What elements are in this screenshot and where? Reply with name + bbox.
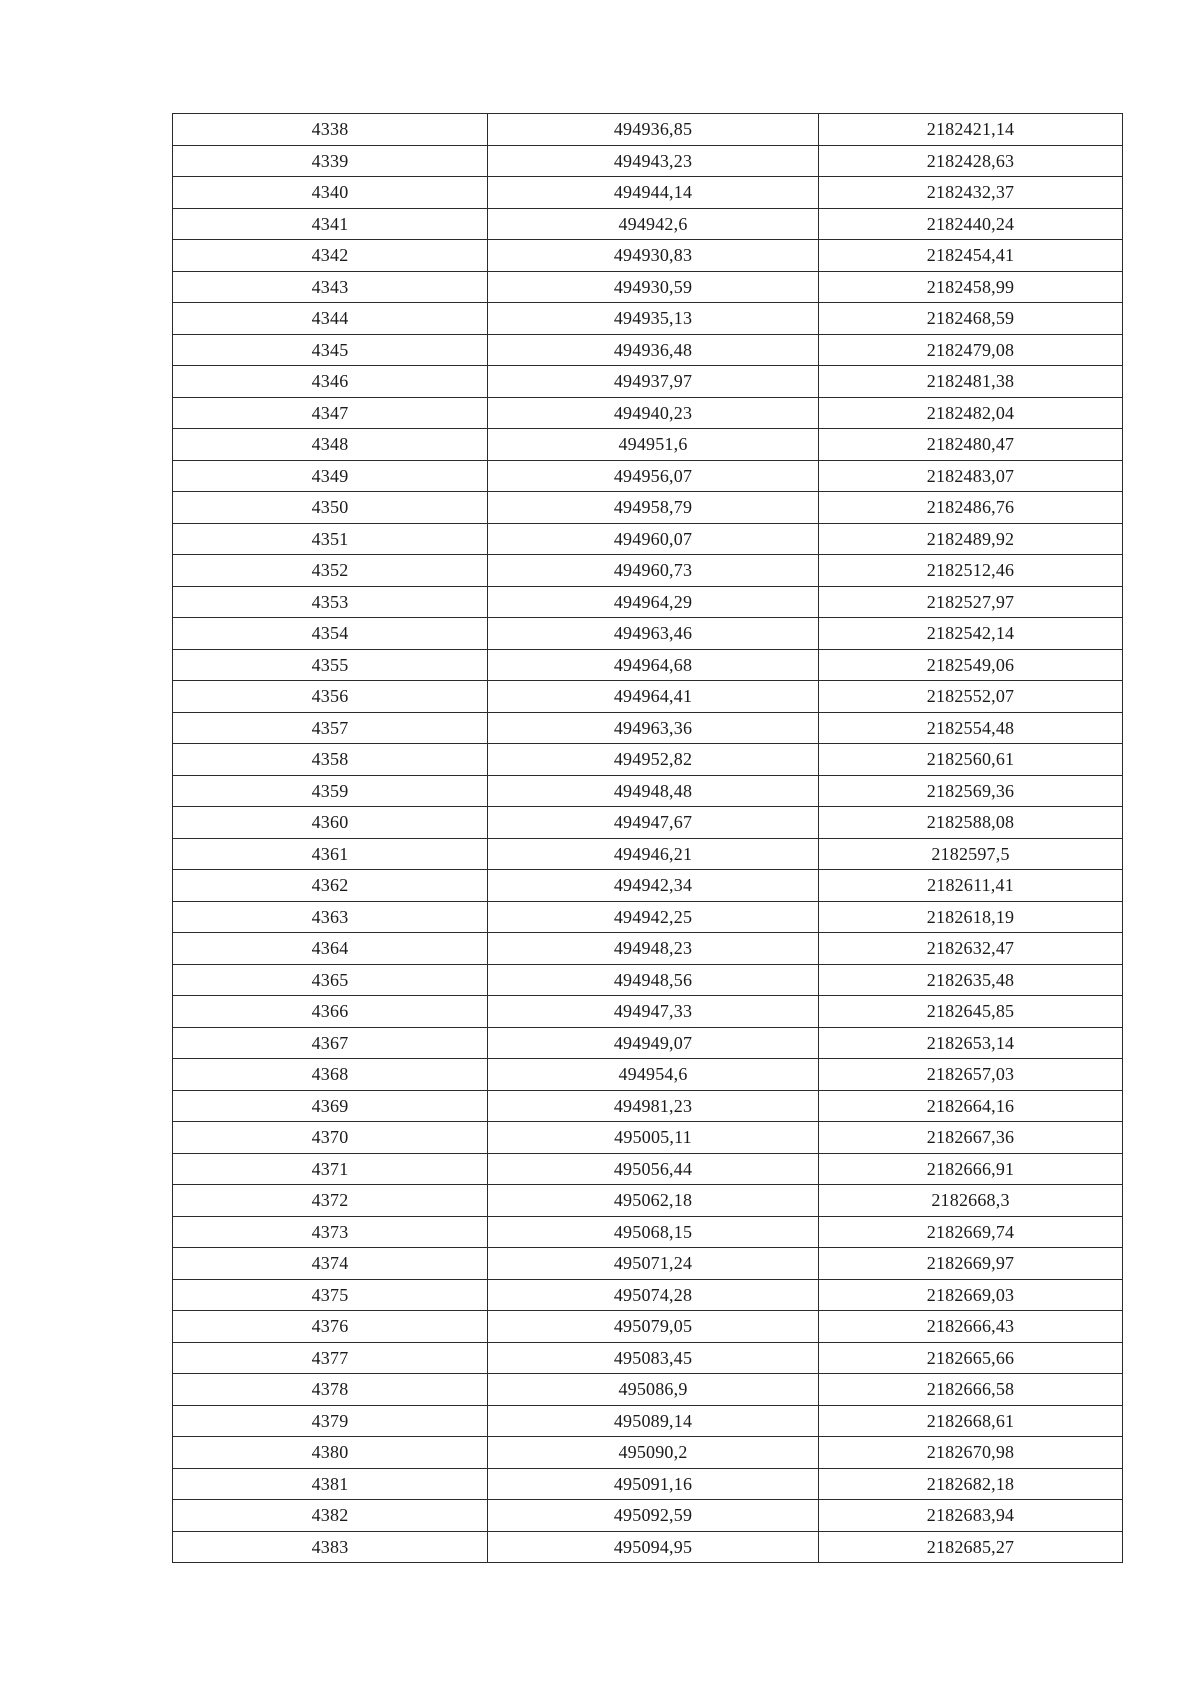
- y-coordinate-cell: 2182670,98: [819, 1437, 1123, 1469]
- point-number-cell: 4364: [173, 933, 488, 965]
- y-coordinate-cell: 2182549,06: [819, 649, 1123, 681]
- table-row: [173, 964, 1123, 996]
- y-coordinate-cell: 2182560,61: [819, 744, 1123, 776]
- point-number-cell: 4361: [173, 838, 488, 870]
- point-number-cell: 4352: [173, 555, 488, 587]
- point-number-cell: 4379: [173, 1405, 488, 1437]
- table-row: [173, 177, 1123, 209]
- x-coordinate-cell: 494964,29: [488, 586, 819, 618]
- table-row: [173, 838, 1123, 870]
- point-number-cell: 4345: [173, 334, 488, 366]
- table-row: [173, 1468, 1123, 1500]
- x-coordinate-cell: 494958,79: [488, 492, 819, 524]
- point-number-cell: 4369: [173, 1090, 488, 1122]
- x-coordinate-cell: 494963,36: [488, 712, 819, 744]
- point-number-cell: 4359: [173, 775, 488, 807]
- x-coordinate-cell: 494936,85: [488, 114, 819, 146]
- table-row: [173, 1027, 1123, 1059]
- table-row: [173, 712, 1123, 744]
- table-row: [173, 996, 1123, 1028]
- point-number-cell: 4377: [173, 1342, 488, 1374]
- point-number-cell: 4351: [173, 523, 488, 555]
- y-coordinate-cell: 2182669,74: [819, 1216, 1123, 1248]
- table-row: [173, 1311, 1123, 1343]
- table-row: [173, 901, 1123, 933]
- y-coordinate-cell: 2182597,5: [819, 838, 1123, 870]
- x-coordinate-cell: 495062,18: [488, 1185, 819, 1217]
- table-row: [173, 555, 1123, 587]
- y-coordinate-cell: 2182440,24: [819, 208, 1123, 240]
- table-row: [173, 870, 1123, 902]
- point-number-cell: 4350: [173, 492, 488, 524]
- y-coordinate-cell: 2182668,61: [819, 1405, 1123, 1437]
- x-coordinate-cell: 494937,97: [488, 366, 819, 398]
- table-row: [173, 1342, 1123, 1374]
- point-number-cell: 4362: [173, 870, 488, 902]
- x-coordinate-cell: 494956,07: [488, 460, 819, 492]
- y-coordinate-cell: 2182666,91: [819, 1153, 1123, 1185]
- coordinates-table: [172, 113, 1123, 1563]
- point-number-cell: 4383: [173, 1531, 488, 1563]
- point-number-cell: 4353: [173, 586, 488, 618]
- x-coordinate-cell: 494963,46: [488, 618, 819, 650]
- y-coordinate-cell: 2182552,07: [819, 681, 1123, 713]
- y-coordinate-cell: 2182653,14: [819, 1027, 1123, 1059]
- point-number-cell: 4354: [173, 618, 488, 650]
- table-row: [173, 1216, 1123, 1248]
- point-number-cell: 4357: [173, 712, 488, 744]
- y-coordinate-cell: 2182668,3: [819, 1185, 1123, 1217]
- y-coordinate-cell: 2182588,08: [819, 807, 1123, 839]
- y-coordinate-cell: 2182618,19: [819, 901, 1123, 933]
- table-row: [173, 208, 1123, 240]
- table-row: [173, 1279, 1123, 1311]
- table-row: [173, 523, 1123, 555]
- point-number-cell: 4343: [173, 271, 488, 303]
- table-row: [173, 271, 1123, 303]
- point-number-cell: 4340: [173, 177, 488, 209]
- table-row: [173, 460, 1123, 492]
- x-coordinate-cell: 494960,07: [488, 523, 819, 555]
- table-row: [173, 933, 1123, 965]
- table-row: [173, 618, 1123, 650]
- y-coordinate-cell: 2182666,58: [819, 1374, 1123, 1406]
- table-row: [173, 334, 1123, 366]
- x-coordinate-cell: 495056,44: [488, 1153, 819, 1185]
- y-coordinate-cell: 2182483,07: [819, 460, 1123, 492]
- x-coordinate-cell: 495090,2: [488, 1437, 819, 1469]
- x-coordinate-cell: 494948,48: [488, 775, 819, 807]
- y-coordinate-cell: 2182482,04: [819, 397, 1123, 429]
- y-coordinate-cell: 2182479,08: [819, 334, 1123, 366]
- point-number-cell: 4365: [173, 964, 488, 996]
- point-number-cell: 4349: [173, 460, 488, 492]
- y-coordinate-cell: 2182428,63: [819, 145, 1123, 177]
- x-coordinate-cell: 495005,11: [488, 1122, 819, 1154]
- x-coordinate-cell: 494947,67: [488, 807, 819, 839]
- table-row: [173, 775, 1123, 807]
- y-coordinate-cell: 2182527,97: [819, 586, 1123, 618]
- x-coordinate-cell: 494951,6: [488, 429, 819, 461]
- y-coordinate-cell: 2182665,66: [819, 1342, 1123, 1374]
- point-number-cell: 4382: [173, 1500, 488, 1532]
- table-row: [173, 807, 1123, 839]
- coordinates-table-body: [173, 114, 1123, 1563]
- y-coordinate-cell: 2182669,97: [819, 1248, 1123, 1280]
- table-row: [173, 1059, 1123, 1091]
- table-row: [173, 1248, 1123, 1280]
- point-number-cell: 4378: [173, 1374, 488, 1406]
- y-coordinate-cell: 2182657,03: [819, 1059, 1123, 1091]
- table-row: [173, 1500, 1123, 1532]
- y-coordinate-cell: 2182569,36: [819, 775, 1123, 807]
- x-coordinate-cell: 494952,82: [488, 744, 819, 776]
- x-coordinate-cell: 494960,73: [488, 555, 819, 587]
- point-number-cell: 4363: [173, 901, 488, 933]
- x-coordinate-cell: 495079,05: [488, 1311, 819, 1343]
- x-coordinate-cell: 494947,33: [488, 996, 819, 1028]
- y-coordinate-cell: 2182635,48: [819, 964, 1123, 996]
- point-number-cell: 4348: [173, 429, 488, 461]
- x-coordinate-cell: 495092,59: [488, 1500, 819, 1532]
- x-coordinate-cell: 495068,15: [488, 1216, 819, 1248]
- x-coordinate-cell: 494943,23: [488, 145, 819, 177]
- x-coordinate-cell: 495083,45: [488, 1342, 819, 1374]
- table-row: [173, 1405, 1123, 1437]
- table-row: [173, 586, 1123, 618]
- table-row: [173, 1153, 1123, 1185]
- y-coordinate-cell: 2182454,41: [819, 240, 1123, 272]
- x-coordinate-cell: 494949,07: [488, 1027, 819, 1059]
- y-coordinate-cell: 2182645,85: [819, 996, 1123, 1028]
- y-coordinate-cell: 2182685,27: [819, 1531, 1123, 1563]
- point-number-cell: 4347: [173, 397, 488, 429]
- x-coordinate-cell: 494964,41: [488, 681, 819, 713]
- x-coordinate-cell: 495071,24: [488, 1248, 819, 1280]
- point-number-cell: 4355: [173, 649, 488, 681]
- point-number-cell: 4376: [173, 1311, 488, 1343]
- point-number-cell: 4358: [173, 744, 488, 776]
- table-row: [173, 240, 1123, 272]
- x-coordinate-cell: 494948,23: [488, 933, 819, 965]
- y-coordinate-cell: 2182486,76: [819, 492, 1123, 524]
- y-coordinate-cell: 2182554,48: [819, 712, 1123, 744]
- y-coordinate-cell: 2182632,47: [819, 933, 1123, 965]
- x-coordinate-cell: 494981,23: [488, 1090, 819, 1122]
- table-row: [173, 114, 1123, 146]
- point-number-cell: 4368: [173, 1059, 488, 1091]
- y-coordinate-cell: 2182669,03: [819, 1279, 1123, 1311]
- x-coordinate-cell: 494936,48: [488, 334, 819, 366]
- y-coordinate-cell: 2182683,94: [819, 1500, 1123, 1532]
- point-number-cell: 4356: [173, 681, 488, 713]
- point-number-cell: 4366: [173, 996, 488, 1028]
- table-row: [173, 429, 1123, 461]
- y-coordinate-cell: 2182682,18: [819, 1468, 1123, 1500]
- table-row: [173, 492, 1123, 524]
- table-row: [173, 1531, 1123, 1563]
- table-row: [173, 303, 1123, 335]
- x-coordinate-cell: 494942,6: [488, 208, 819, 240]
- point-number-cell: 4346: [173, 366, 488, 398]
- point-number-cell: 4344: [173, 303, 488, 335]
- y-coordinate-cell: 2182421,14: [819, 114, 1123, 146]
- x-coordinate-cell: 494942,25: [488, 901, 819, 933]
- y-coordinate-cell: 2182468,59: [819, 303, 1123, 335]
- point-number-cell: 4371: [173, 1153, 488, 1185]
- point-number-cell: 4341: [173, 208, 488, 240]
- point-number-cell: 4380: [173, 1437, 488, 1469]
- point-number-cell: 4374: [173, 1248, 488, 1280]
- table-row: [173, 1374, 1123, 1406]
- table-row: [173, 649, 1123, 681]
- x-coordinate-cell: 494940,23: [488, 397, 819, 429]
- y-coordinate-cell: 2182458,99: [819, 271, 1123, 303]
- point-number-cell: 4372: [173, 1185, 488, 1217]
- point-number-cell: 4370: [173, 1122, 488, 1154]
- x-coordinate-cell: 495094,95: [488, 1531, 819, 1563]
- y-coordinate-cell: 2182432,37: [819, 177, 1123, 209]
- point-number-cell: 4381: [173, 1468, 488, 1500]
- x-coordinate-cell: 495086,9: [488, 1374, 819, 1406]
- x-coordinate-cell: 494946,21: [488, 838, 819, 870]
- table-row: [173, 366, 1123, 398]
- table-row: [173, 1185, 1123, 1217]
- y-coordinate-cell: 2182480,47: [819, 429, 1123, 461]
- x-coordinate-cell: 494930,59: [488, 271, 819, 303]
- x-coordinate-cell: 494964,68: [488, 649, 819, 681]
- y-coordinate-cell: 2182542,14: [819, 618, 1123, 650]
- table-row: [173, 1090, 1123, 1122]
- point-number-cell: 4338: [173, 114, 488, 146]
- point-number-cell: 4339: [173, 145, 488, 177]
- point-number-cell: 4367: [173, 1027, 488, 1059]
- point-number-cell: 4375: [173, 1279, 488, 1311]
- table-row: [173, 681, 1123, 713]
- x-coordinate-cell: 495089,14: [488, 1405, 819, 1437]
- x-coordinate-cell: 495074,28: [488, 1279, 819, 1311]
- y-coordinate-cell: 2182666,43: [819, 1311, 1123, 1343]
- point-number-cell: 4342: [173, 240, 488, 272]
- x-coordinate-cell: 494954,6: [488, 1059, 819, 1091]
- x-coordinate-cell: 494948,56: [488, 964, 819, 996]
- y-coordinate-cell: 2182512,46: [819, 555, 1123, 587]
- point-number-cell: 4373: [173, 1216, 488, 1248]
- y-coordinate-cell: 2182664,16: [819, 1090, 1123, 1122]
- table-row: [173, 397, 1123, 429]
- point-number-cell: 4360: [173, 807, 488, 839]
- y-coordinate-cell: 2182489,92: [819, 523, 1123, 555]
- table-row: [173, 1437, 1123, 1469]
- table-row: [173, 145, 1123, 177]
- x-coordinate-cell: 494935,13: [488, 303, 819, 335]
- x-coordinate-cell: 494944,14: [488, 177, 819, 209]
- table-row: [173, 1122, 1123, 1154]
- y-coordinate-cell: 2182481,38: [819, 366, 1123, 398]
- x-coordinate-cell: 495091,16: [488, 1468, 819, 1500]
- x-coordinate-cell: 494942,34: [488, 870, 819, 902]
- y-coordinate-cell: 2182611,41: [819, 870, 1123, 902]
- x-coordinate-cell: 494930,83: [488, 240, 819, 272]
- table-row: [173, 744, 1123, 776]
- y-coordinate-cell: 2182667,36: [819, 1122, 1123, 1154]
